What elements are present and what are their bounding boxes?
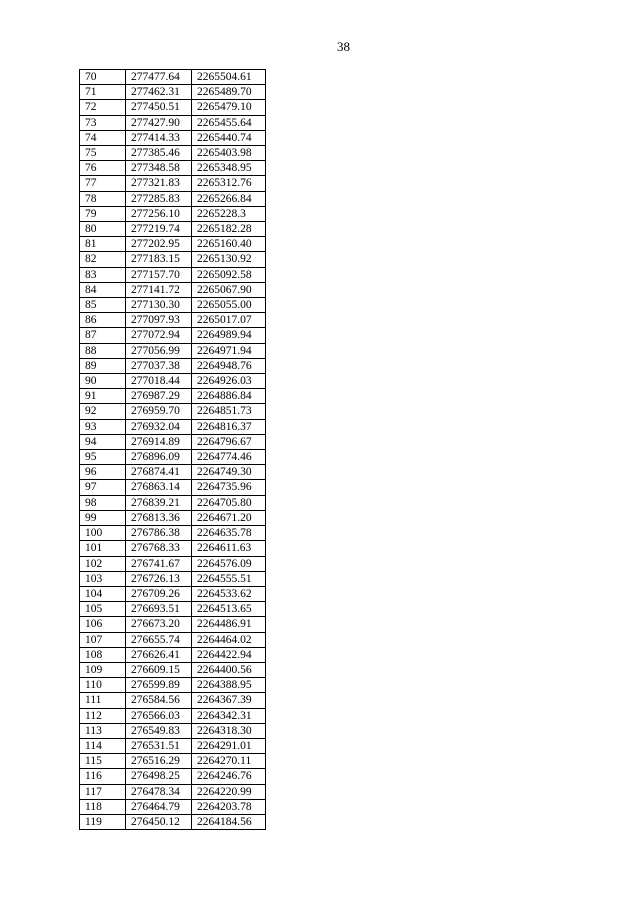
x-coordinate-cell: 276768.33 [126,541,192,556]
table-row [80,556,266,571]
point-number-cell: 118 [80,799,126,814]
x-coordinate-cell: 276599.89 [126,678,192,693]
table-row [80,617,266,632]
point-number-cell: 100 [80,526,126,541]
y-coordinate-cell: 2264816.37 [192,419,266,434]
x-coordinate-cell: 277348.58 [126,161,192,176]
coordinates-table-body [80,70,266,830]
x-coordinate-cell: 277285.83 [126,191,192,206]
x-coordinate-cell: 276709.26 [126,586,192,601]
table-row [80,662,266,677]
table-row [80,784,266,799]
point-number-cell: 73 [80,115,126,130]
y-coordinate-cell: 2264422.94 [192,647,266,662]
y-coordinate-cell: 2264555.51 [192,571,266,586]
point-number-cell: 88 [80,343,126,358]
point-number-cell: 72 [80,100,126,115]
x-coordinate-cell: 276478.34 [126,784,192,799]
y-coordinate-cell: 2264635.78 [192,526,266,541]
table-row [80,404,266,419]
coordinates-table [79,69,266,830]
y-coordinate-cell: 2265440.74 [192,130,266,145]
table-row [80,571,266,586]
y-coordinate-cell: 2264749.30 [192,465,266,480]
point-number-cell: 103 [80,571,126,586]
point-number-cell: 116 [80,769,126,784]
table-row [80,419,266,434]
point-number-cell: 76 [80,161,126,176]
x-coordinate-cell: 277037.38 [126,358,192,373]
y-coordinate-cell: 2265130.92 [192,252,266,267]
y-coordinate-cell: 2265228.3 [192,206,266,221]
x-coordinate-cell: 277427.90 [126,115,192,130]
y-coordinate-cell: 2264246.76 [192,769,266,784]
x-coordinate-cell: 276932.04 [126,419,192,434]
table-row [80,85,266,100]
point-number-cell: 104 [80,586,126,601]
table-row [80,769,266,784]
x-coordinate-cell: 276566.03 [126,708,192,723]
point-number-cell: 114 [80,738,126,753]
point-number-cell: 70 [80,70,126,85]
x-coordinate-cell: 276874.41 [126,465,192,480]
y-coordinate-cell: 2265489.70 [192,85,266,100]
y-coordinate-cell: 2264576.09 [192,556,266,571]
table-row [80,298,266,313]
table-row [80,738,266,753]
x-coordinate-cell: 277202.95 [126,237,192,252]
point-number-cell: 74 [80,130,126,145]
table-row [80,252,266,267]
point-number-cell: 77 [80,176,126,191]
x-coordinate-cell: 276813.36 [126,510,192,525]
table-row [80,586,266,601]
table-row [80,602,266,617]
table-row [80,754,266,769]
y-coordinate-cell: 2265479.10 [192,100,266,115]
x-coordinate-cell: 277097.93 [126,313,192,328]
table-row [80,282,266,297]
table-row [80,313,266,328]
table-row [80,434,266,449]
x-coordinate-cell: 276655.74 [126,632,192,647]
point-number-cell: 112 [80,708,126,723]
table-row [80,100,266,115]
y-coordinate-cell: 2265455.64 [192,115,266,130]
x-coordinate-cell: 277414.33 [126,130,192,145]
table-row [80,237,266,252]
point-number-cell: 109 [80,662,126,677]
y-coordinate-cell: 2264611.63 [192,541,266,556]
x-coordinate-cell: 277183.15 [126,252,192,267]
y-coordinate-cell: 2264533.62 [192,586,266,601]
table-row [80,693,266,708]
y-coordinate-cell: 2264735.96 [192,480,266,495]
y-coordinate-cell: 2265403.98 [192,146,266,161]
x-coordinate-cell: 276987.29 [126,389,192,404]
point-number-cell: 89 [80,358,126,373]
x-coordinate-cell: 277141.72 [126,282,192,297]
y-coordinate-cell: 2264388.95 [192,678,266,693]
x-coordinate-cell: 276626.41 [126,647,192,662]
x-coordinate-cell: 276959.70 [126,404,192,419]
table-row [80,374,266,389]
point-number-cell: 91 [80,389,126,404]
x-coordinate-cell: 276914.89 [126,434,192,449]
y-coordinate-cell: 2264774.46 [192,450,266,465]
y-coordinate-cell: 2264184.56 [192,814,266,829]
y-coordinate-cell: 2264971.94 [192,343,266,358]
table-row [80,70,266,85]
table-row [80,161,266,176]
point-number-cell: 119 [80,814,126,829]
point-number-cell: 95 [80,450,126,465]
y-coordinate-cell: 2264400.56 [192,662,266,677]
point-number-cell: 110 [80,678,126,693]
y-coordinate-cell: 2265312.76 [192,176,266,191]
point-number-cell: 105 [80,602,126,617]
x-coordinate-cell: 277450.51 [126,100,192,115]
point-number-cell: 86 [80,313,126,328]
table-row [80,799,266,814]
table-row [80,632,266,647]
x-coordinate-cell: 276549.83 [126,723,192,738]
point-number-cell: 85 [80,298,126,313]
table-row [80,267,266,282]
point-number-cell: 79 [80,206,126,221]
table-row [80,510,266,525]
x-coordinate-cell: 277130.30 [126,298,192,313]
y-coordinate-cell: 2264926.03 [192,374,266,389]
y-coordinate-cell: 2265266.84 [192,191,266,206]
point-number-cell: 71 [80,85,126,100]
y-coordinate-cell: 2264367.39 [192,693,266,708]
x-coordinate-cell: 277157.70 [126,267,192,282]
y-coordinate-cell: 2264513.65 [192,602,266,617]
table-row [80,480,266,495]
point-number-cell: 101 [80,541,126,556]
table-row [80,206,266,221]
y-coordinate-cell: 2264705.80 [192,495,266,510]
table-row [80,176,266,191]
x-coordinate-cell: 277256.10 [126,206,192,221]
table-row [80,814,266,829]
point-number-cell: 97 [80,480,126,495]
x-coordinate-cell: 276498.25 [126,769,192,784]
y-coordinate-cell: 2264886.84 [192,389,266,404]
y-coordinate-cell: 2264203.78 [192,799,266,814]
point-number-cell: 111 [80,693,126,708]
x-coordinate-cell: 276609.15 [126,662,192,677]
table-row [80,389,266,404]
y-coordinate-cell: 2264486.91 [192,617,266,632]
x-coordinate-cell: 276516.29 [126,754,192,769]
y-coordinate-cell: 2265055.00 [192,298,266,313]
table-row [80,358,266,373]
x-coordinate-cell: 276531.51 [126,738,192,753]
point-number-cell: 117 [80,784,126,799]
table-row [80,146,266,161]
y-coordinate-cell: 2265160.40 [192,237,266,252]
x-coordinate-cell: 277072.94 [126,328,192,343]
page-number: 38 [337,39,350,54]
point-number-cell: 102 [80,556,126,571]
point-number-cell: 108 [80,647,126,662]
x-coordinate-cell: 277321.83 [126,176,192,191]
point-number-cell: 92 [80,404,126,419]
point-number-cell: 90 [80,374,126,389]
table-row [80,708,266,723]
point-number-cell: 94 [80,434,126,449]
x-coordinate-cell: 276786.38 [126,526,192,541]
x-coordinate-cell: 277385.46 [126,146,192,161]
x-coordinate-cell: 277018.44 [126,374,192,389]
y-coordinate-cell: 2264948.76 [192,358,266,373]
point-number-cell: 78 [80,191,126,206]
point-number-cell: 75 [80,146,126,161]
table-row [80,465,266,480]
y-coordinate-cell: 2265182.28 [192,222,266,237]
y-coordinate-cell: 2265017.07 [192,313,266,328]
table-row [80,541,266,556]
x-coordinate-cell: 276863.14 [126,480,192,495]
x-coordinate-cell: 276450.12 [126,814,192,829]
y-coordinate-cell: 2264851.73 [192,404,266,419]
table-row [80,526,266,541]
table-row [80,130,266,145]
x-coordinate-cell: 276693.51 [126,602,192,617]
table-row [80,115,266,130]
point-number-cell: 83 [80,267,126,282]
table-row [80,647,266,662]
y-coordinate-cell: 2264342.31 [192,708,266,723]
y-coordinate-cell: 2264671.20 [192,510,266,525]
table-row [80,723,266,738]
table-row [80,678,266,693]
point-number-cell: 99 [80,510,126,525]
x-coordinate-cell: 276464.79 [126,799,192,814]
point-number-cell: 115 [80,754,126,769]
table-row [80,328,266,343]
x-coordinate-cell: 276673.20 [126,617,192,632]
point-number-cell: 93 [80,419,126,434]
x-coordinate-cell: 276726.13 [126,571,192,586]
point-number-cell: 113 [80,723,126,738]
point-number-cell: 81 [80,237,126,252]
y-coordinate-cell: 2264291.01 [192,738,266,753]
table-row [80,222,266,237]
point-number-cell: 96 [80,465,126,480]
y-coordinate-cell: 2264989.94 [192,328,266,343]
point-number-cell: 82 [80,252,126,267]
y-coordinate-cell: 2265067.90 [192,282,266,297]
point-number-cell: 98 [80,495,126,510]
x-coordinate-cell: 276741.67 [126,556,192,571]
y-coordinate-cell: 2265348.95 [192,161,266,176]
point-number-cell: 80 [80,222,126,237]
y-coordinate-cell: 2265092.58 [192,267,266,282]
y-coordinate-cell: 2264220.99 [192,784,266,799]
table-row [80,343,266,358]
x-coordinate-cell: 276584.56 [126,693,192,708]
x-coordinate-cell: 276839.21 [126,495,192,510]
point-number-cell: 107 [80,632,126,647]
table-row [80,450,266,465]
x-coordinate-cell: 277477.64 [126,70,192,85]
x-coordinate-cell: 277462.31 [126,85,192,100]
table-row [80,191,266,206]
point-number-cell: 84 [80,282,126,297]
point-number-cell: 106 [80,617,126,632]
x-coordinate-cell: 277219.74 [126,222,192,237]
point-number-cell: 87 [80,328,126,343]
y-coordinate-cell: 2265504.61 [192,70,266,85]
y-coordinate-cell: 2264796.67 [192,434,266,449]
y-coordinate-cell: 2264270.11 [192,754,266,769]
table-row [80,495,266,510]
y-coordinate-cell: 2264318.30 [192,723,266,738]
x-coordinate-cell: 277056.99 [126,343,192,358]
y-coordinate-cell: 2264464.02 [192,632,266,647]
x-coordinate-cell: 276896.09 [126,450,192,465]
